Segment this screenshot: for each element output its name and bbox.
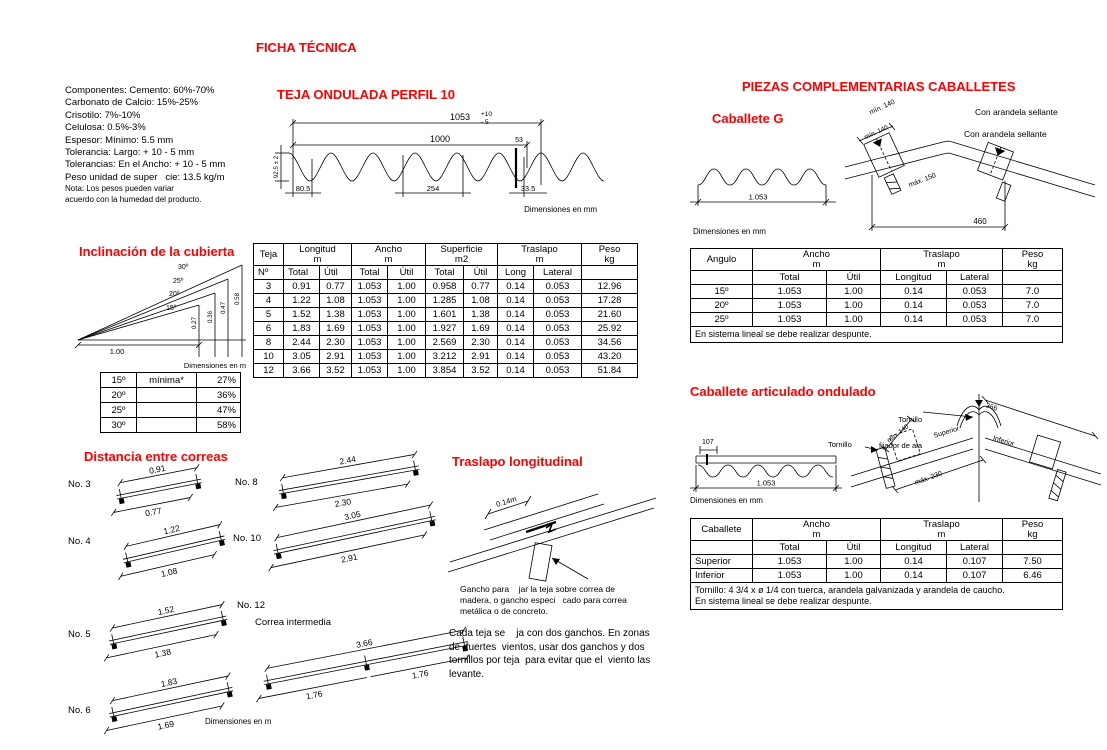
col-header: Lateral (947, 271, 1003, 285)
table-cell: 0.053 (534, 294, 582, 308)
col-header: Traslapo m (498, 244, 582, 266)
dimension-label: 0.77 (144, 505, 163, 519)
text-line: Gancho para jar la teja sobre correa de (460, 584, 615, 594)
table-cell: 0.91 (284, 280, 320, 294)
correa-diagram-svg (106, 460, 226, 519)
table-cell: 1.69 (320, 322, 352, 336)
text-line: levante. (449, 668, 485, 680)
table-row (691, 569, 1063, 583)
profile-title: TEJA ONDULADA PERFIL 10 (277, 87, 455, 102)
components-note-text (65, 184, 202, 205)
table-cell: 20º (101, 388, 137, 403)
table-cell: 1.053 (352, 350, 388, 364)
col-header: Longitud (881, 541, 947, 555)
text-line: Celulosa: 0.5%-3% (65, 122, 146, 134)
table-cell: 0.14 (498, 364, 534, 378)
dimension-label: 2.91 (340, 551, 359, 565)
col-header: Longitud m (284, 244, 352, 266)
table-cell: 12.96 (582, 280, 638, 294)
table-footer-row (691, 583, 1063, 610)
traslapo-diagram (448, 468, 663, 586)
correa-diagram-no5 (98, 598, 252, 665)
col-header: Lateral (534, 266, 582, 280)
table-cell: 25º (101, 403, 137, 418)
col-header-empty (691, 271, 753, 285)
table-cell: 6 (254, 322, 284, 336)
table-cell: 3.854 (426, 364, 464, 378)
tornillo-fijador-label (862, 399, 922, 467)
table-cell: 36% (197, 388, 241, 403)
correa-label-no12: No. 12 (237, 600, 265, 611)
dim-min-140: mín. 140 (868, 98, 897, 117)
col-header: Traslapo m (881, 249, 1003, 271)
table-cell: 1.927 (426, 322, 464, 336)
col-header-empty (1003, 541, 1063, 555)
units-note: Dimensiones en mm (693, 227, 766, 236)
col-header: Teja (254, 244, 284, 266)
dim-107: 107 (702, 439, 714, 446)
table-cell: 0.053 (534, 350, 582, 364)
correa-diagram-no3 (106, 460, 226, 521)
page-title: FICHA TÉCNICA (256, 40, 357, 55)
table-cell: 0.14 (498, 350, 534, 364)
table-cell: 58% (197, 418, 241, 433)
table-subheader-row (691, 271, 1063, 285)
table-row (691, 555, 1063, 569)
col-header: Total (753, 271, 827, 285)
dimension-label: 1.08 (159, 565, 179, 580)
caballete-articulado-profile-diagram (688, 398, 844, 498)
correas-title: Distancia entre correas (84, 449, 228, 464)
table-row (691, 299, 1063, 313)
dimension-label: 2.44 (338, 453, 357, 467)
table-cell: 21.60 (582, 308, 638, 322)
table-cell: 1.053 (753, 285, 827, 299)
height-label: 0.27 (191, 316, 198, 330)
angle-label: 15º (166, 305, 177, 312)
dim-max-150: máx. 150 (907, 172, 938, 190)
dimension-label: 0.91 (148, 462, 167, 476)
text-line: Tolerancia: Largo: + 10 - 5 mm (65, 147, 195, 159)
table-row (254, 308, 638, 322)
table-cell: 1.83 (284, 322, 320, 336)
table-cell: 1.053 (352, 336, 388, 350)
text-line: Espesor: Mínimo: 5.5 mm (65, 134, 174, 146)
col-header: Peso kg (582, 244, 638, 266)
dim-53: 53 (515, 137, 523, 144)
correa-diagram-no6 (98, 670, 258, 737)
profile-diagram (273, 93, 605, 221)
col-header: Útil (320, 266, 352, 280)
table-cell: 7.0 (1003, 285, 1063, 299)
col-header: Peso kg (1003, 249, 1063, 271)
table-cell: 25.92 (582, 322, 638, 336)
table-cell: 15º (101, 373, 137, 388)
table-cell: 2.30 (320, 336, 352, 350)
col-header-empty (691, 541, 753, 555)
inclinacion-diagram (60, 253, 255, 371)
col-header: Ancho m (753, 519, 881, 541)
table-cell: 0.053 (534, 308, 582, 322)
table-cell: 20º (691, 299, 753, 313)
table-cell: 2.569 (426, 336, 464, 350)
correa-label-no3: No. 3 (68, 479, 91, 490)
table-cell: 3.66 (284, 364, 320, 378)
col-header-empty (1003, 271, 1063, 285)
col-header: Ancho m (753, 249, 881, 271)
dim-min-140: mín. 140 (885, 423, 911, 445)
dim-1000: 1000 (429, 134, 451, 144)
dim-tolerance-plus: +10 (481, 111, 493, 118)
table-subheader-row (691, 541, 1063, 555)
table-cell: 0.107 (947, 569, 1003, 583)
table-cell: 1.00 (827, 313, 881, 327)
table-cell: 0.14 (881, 313, 947, 327)
footnote-line: Tornillo: 4 3/4 x ø 1/4 con tuerca, arandela galvanizada y arandela de caucho. (695, 585, 1005, 595)
table-cell: 1.053 (352, 322, 388, 336)
dim-1053: 1053 (449, 112, 471, 122)
correa-diagram-no10 (262, 500, 461, 573)
col-header: Angulo (691, 249, 753, 271)
arandela-label: Con arandela sellante (964, 129, 1047, 139)
height-label: 0.58 (234, 292, 241, 306)
col-header: Total (753, 541, 827, 555)
table-cell: 1.00 (388, 364, 426, 378)
components-spec-text (65, 85, 225, 184)
correa-label-no5: No. 5 (68, 629, 91, 640)
dim-254: 254 (426, 184, 440, 193)
table-cell: 10 (254, 350, 284, 364)
text-line: Componentes: Cemento: 60%-70% (65, 85, 215, 96)
dimension-label: 1.69 (156, 718, 175, 732)
table-cell: 0.14 (881, 285, 947, 299)
table-cell: 1.053 (753, 313, 827, 327)
col-header: Peso kg (1003, 519, 1063, 541)
table-header-row (691, 249, 1063, 271)
text-line: Cada teja se ja con dos ganchos. En zonas (449, 628, 650, 639)
dimension-label: 1.38 (153, 646, 172, 660)
table-cell: 0.14 (498, 336, 534, 350)
dim-height: 92.5 ± 2 (273, 155, 280, 179)
angle-label: 25º (173, 278, 184, 285)
col-header: Total (284, 266, 320, 280)
tornillo-label: Tornillo (828, 440, 852, 449)
text-line: Tolerancias: En el Ancho: + 10 - 5 mm (65, 159, 226, 171)
col-header: Total (426, 266, 464, 280)
table-row (101, 403, 241, 418)
correa-label-no10: No. 10 (233, 533, 261, 544)
table-cell: 0.14 (498, 280, 534, 294)
table-cell: mínima* (137, 373, 197, 388)
col-header: Longitud (881, 271, 947, 285)
table-cell: 8 (254, 336, 284, 350)
label-line: fijador de ala (879, 440, 922, 450)
footnote-line: En sistema lineal se debe realizar despunte. (695, 596, 872, 606)
dim-80-5: 80.5 (295, 184, 311, 193)
caballete-articulado-table (690, 518, 1063, 610)
table-cell: 1.08 (320, 294, 352, 308)
caballete-articulado-title: Caballete articulado ondulado (690, 384, 876, 399)
dimension-label: 1.76 (305, 688, 324, 702)
piezas-title: PIEZAS COMPLEMENTARIAS CABALLETES (742, 79, 1016, 94)
table-cell (137, 418, 197, 433)
table-cell (137, 388, 197, 403)
table-cell: 1.053 (753, 555, 827, 569)
table-cell: 0.77 (320, 280, 352, 294)
table-cell: 0.053 (947, 313, 1003, 327)
table-cell: 0.14 (498, 308, 534, 322)
dim-33-5: 33.5 (520, 184, 536, 193)
table-cell: 7.50 (1003, 555, 1063, 569)
units-note: Dimensiones en mm (690, 496, 763, 505)
dim-1053: 1.053 (756, 478, 776, 488)
superior-label: Superior (932, 425, 961, 440)
table-row (254, 350, 638, 364)
table-row (254, 294, 638, 308)
caballete-g-table (690, 248, 1063, 343)
table-cell: 15º (691, 285, 753, 299)
col-header: Ancho m (352, 244, 426, 266)
inferior-label: Inferior (991, 435, 1015, 449)
dimension-label: 3.05 (343, 508, 362, 523)
table-cell: 1.053 (352, 294, 388, 308)
text-line: metálica o de concreto. (460, 606, 548, 616)
dim-min-140: mín. 140 (863, 124, 890, 142)
table-row (691, 285, 1063, 299)
table-cell: 1.69 (464, 322, 498, 336)
dim-014m: 0.14m (494, 494, 518, 509)
table-cell: Inferior (691, 569, 753, 583)
dimension-label: 1.83 (159, 675, 179, 690)
table-cell: 0.053 (534, 364, 582, 378)
table-cell: 1.00 (388, 280, 426, 294)
table-cell: 3.05 (284, 350, 320, 364)
table-subheader-row (254, 266, 638, 280)
table-cell: 3.52 (464, 364, 498, 378)
table-cell: 1.285 (426, 294, 464, 308)
table-cell: 1.22 (284, 294, 320, 308)
table-cell: 3.212 (426, 350, 464, 364)
correa-label-no6: No. 6 (68, 705, 91, 716)
table-row (101, 373, 241, 388)
text-line: acuerdo con la humedad del producto. (65, 194, 202, 204)
col-header: Útil (827, 541, 881, 555)
table-cell: 1.08 (464, 294, 498, 308)
base-dim: 1.00 (109, 347, 125, 356)
table-row (254, 322, 638, 336)
units-note: Dimensiones en m (183, 361, 246, 370)
table-footnote (691, 583, 1063, 610)
table-cell: 1.00 (388, 336, 426, 350)
text-line: Crisotilo: 7%-10% (65, 109, 141, 121)
table-cell: 1.00 (827, 569, 881, 583)
table-row (101, 388, 241, 403)
correa-diagram-no4 (112, 518, 250, 583)
table-cell: 1.00 (388, 294, 426, 308)
caballete-g-title: Caballete G (712, 111, 784, 126)
correa-intermedia-label: Correa intermedia (255, 617, 332, 628)
dim-460: 460 (973, 217, 987, 226)
table-cell: 0.14 (498, 294, 534, 308)
col-header: Nº (254, 266, 284, 280)
col-header: Útil (464, 266, 498, 280)
correa-label-no8: No. 8 (235, 477, 258, 488)
table-cell: 2.30 (464, 336, 498, 350)
table-cell: 30º (101, 418, 137, 433)
table-footer-row (691, 327, 1063, 343)
inclinacion-table (100, 372, 241, 433)
table-row (254, 336, 638, 350)
caballete-g-ridge-diagram (843, 95, 1107, 243)
angle-label: 20º (169, 291, 180, 298)
table-cell: 0.14 (881, 299, 947, 313)
gancho-caption (460, 584, 627, 617)
table-cell: 7.0 (1003, 299, 1063, 313)
table-cell: 1.053 (753, 569, 827, 583)
table-cell: 51.84 (582, 364, 638, 378)
table-cell: 1.00 (388, 350, 426, 364)
text-line: Peso unidad de super cie: 13.5 kg/m (65, 171, 225, 183)
dim-366: 366 (984, 402, 999, 413)
col-header: Lateral (947, 541, 1003, 555)
col-header: Long (498, 266, 534, 280)
dimension-label: 1.76 (411, 667, 430, 681)
text-line: de fuertes vientos, usar dos ganchos y dos (449, 641, 645, 653)
col-header: Caballete (691, 519, 753, 541)
correa-label-no4: No. 4 (68, 536, 91, 547)
table-cell: 4 (254, 294, 284, 308)
correa-diagram-svg (112, 518, 250, 578)
table-cell: 2.91 (464, 350, 498, 364)
table-cell: 0.14 (881, 569, 947, 583)
table-cell: 43.20 (582, 350, 638, 364)
table-cell: 17.28 (582, 294, 638, 308)
table-cell: 1.00 (827, 299, 881, 313)
table-cell: 0.14 (881, 555, 947, 569)
table-cell: 34.56 (582, 336, 638, 350)
dimension-label: 1.22 (162, 522, 181, 537)
col-header: Traslapo m (881, 519, 1003, 541)
dimension-label: 3.66 (355, 636, 374, 650)
table-footnote: En sistema lineal se debe realizar despunte. (691, 327, 1063, 343)
table-header-row (691, 519, 1063, 541)
table-cell: 1.601 (426, 308, 464, 322)
dimension-label: 2.30 (333, 496, 352, 509)
table-cell: 6.46 (1003, 569, 1063, 583)
inclinacion-title: Inclinación de la cubierta (79, 244, 235, 259)
table-cell: 1.053 (352, 280, 388, 294)
dim-tolerance-minus: - 5 (481, 119, 489, 126)
table-cell: 2.91 (320, 350, 352, 364)
dim-1053: 1.053 (748, 192, 768, 202)
table-cell: 47% (197, 403, 241, 418)
traslapo-body-text (449, 627, 650, 681)
col-header: Útil (827, 271, 881, 285)
table-cell: 0.053 (947, 285, 1003, 299)
table-cell: 1.00 (827, 555, 881, 569)
table-cell: 0.053 (947, 299, 1003, 313)
label-line: Tornillo (898, 415, 922, 424)
table-cell: 1.00 (827, 285, 881, 299)
col-header: Útil (388, 266, 426, 280)
table-cell: 1.053 (753, 299, 827, 313)
text-line: tornillos por teja para evitar que el viento las (449, 655, 651, 666)
text-line: madera, o gancho especi cado para correa (460, 595, 627, 605)
table-cell: 1.52 (284, 308, 320, 322)
correa-diagram-svg (262, 500, 461, 568)
col-header: Superficie m2 (426, 244, 498, 266)
table-cell: 1.053 (352, 308, 388, 322)
arandela-label: Con arandela sellante (975, 107, 1058, 117)
table-cell: 0.14 (498, 322, 534, 336)
table-cell: 1.38 (464, 308, 498, 322)
table-row (691, 313, 1063, 327)
caballete-g-profile-diagram (686, 142, 846, 237)
table-cell: 0.053 (534, 322, 582, 336)
table-header-row (254, 244, 638, 266)
text-line: Carbonato de Calcio: 15%-25% (65, 97, 199, 109)
units-note: Dimensiones en m (205, 717, 272, 726)
table-cell: 1.00 (388, 308, 426, 322)
height-label: 0.36 (207, 310, 214, 324)
tile-spec-table (253, 243, 638, 378)
table-row (254, 280, 638, 294)
table-cell: Superior (691, 555, 753, 569)
col-header: Total (352, 266, 388, 280)
angle-label: 30º (178, 264, 189, 271)
table-cell: 1.00 (388, 322, 426, 336)
correa-diagram-svg (98, 598, 252, 660)
table-row (101, 418, 241, 433)
text-line: Nota: Los pesos pueden variar (65, 184, 174, 193)
height-label: 0.47 (220, 301, 227, 315)
table-row (254, 364, 638, 378)
table-cell: 0.053 (534, 336, 582, 350)
table-cell: 3 (254, 280, 284, 294)
table-cell: 12 (254, 364, 284, 378)
table-cell: 5 (254, 308, 284, 322)
table-cell: 7.0 (1003, 313, 1063, 327)
table-cell: 1.38 (320, 308, 352, 322)
dimension-label: 1.52 (156, 603, 176, 618)
table-cell: 25º (691, 313, 753, 327)
table-cell: 2.44 (284, 336, 320, 350)
dim-max-230: máx. 230 (913, 470, 944, 487)
table-cell: 0.107 (947, 555, 1003, 569)
table-cell: 0.053 (534, 280, 582, 294)
correa-diagram-svg (98, 670, 258, 732)
traslapo-title: Traslapo longitudinal (452, 454, 583, 469)
table-cell: 1.053 (352, 364, 388, 378)
table-cell (137, 403, 197, 418)
table-cell: 0.958 (426, 280, 464, 294)
table-cell: 3.52 (320, 364, 352, 378)
units-note: Dimensiones en mm (524, 205, 597, 214)
table-cell: 0.77 (464, 280, 498, 294)
table-cell: 27% (197, 373, 241, 388)
col-header-empty (582, 266, 638, 280)
